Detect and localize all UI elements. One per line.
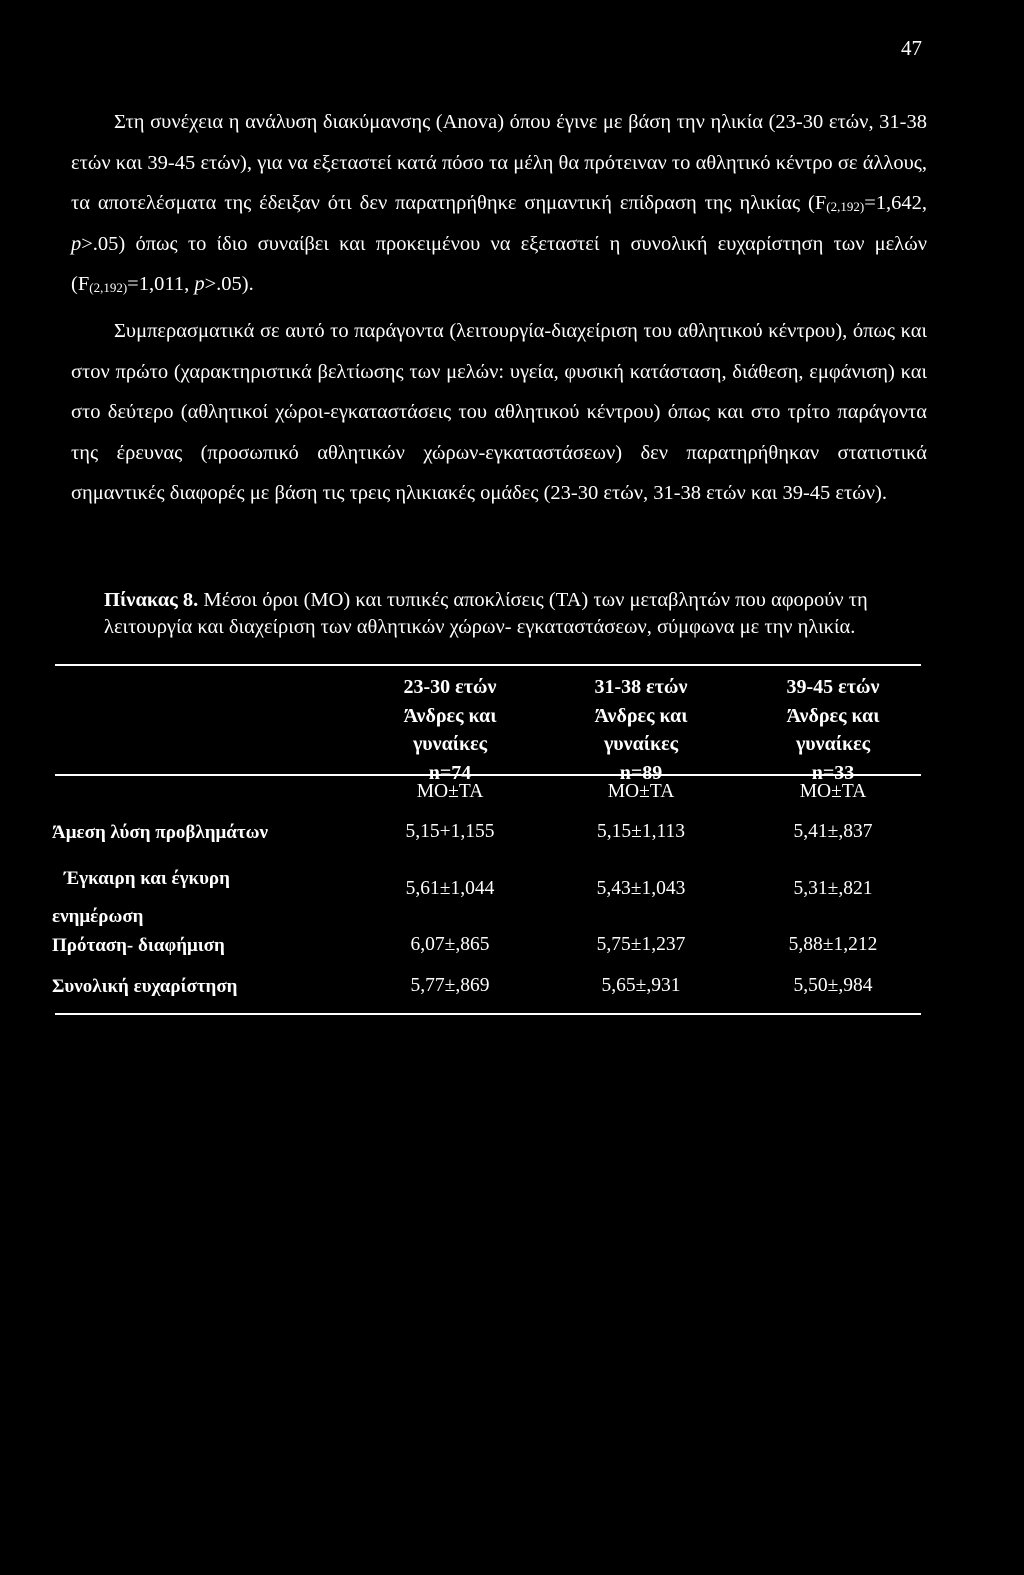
paragraph-conclusion: Συμπερασματικά σε αυτό το παράγοντα (λειτουργία-διαχείριση του αθλητικού κέντρου), όπως και στον πρώτο (χαρακτηριστικά βελτίωσης των μελών: υγεία, φυσική κατάσταση, διάθεση, εμφάνιση) και στο δεύτερο (αθλητικοί χώροι-εγκαταστάσεις του αθλητικού κέντρου) όπως και στο τρίτο παράγοντα της έρευνας (προσωπικό αθλητικών χώρων-εγκαταστάσεων) δεν παρατηρήθηκαν στατιστικά σημαντικές διαφορές με βάση τις τρεις ηλικιακές ομάδες (23-30 ετών, 31-38 ετών και 39-45 ετών). (71, 320, 927, 504)
table-caption (104, 587, 934, 640)
table-caption-label: Πίνακας 8. (104, 589, 199, 611)
table-cell: 5,43±1,043 (596, 878, 686, 899)
table-cell: 5,65±,931 (601, 975, 681, 996)
stat-label-col3: ΜΟ±ΤΑ (799, 781, 867, 802)
table-cell: 5,61±1,044 (405, 878, 495, 899)
stat-label-col2: ΜΟ±ΤΑ (607, 781, 675, 802)
row-label-overall-satisfaction: Συνολική ευχαρίστηση (52, 976, 238, 997)
table-bottom-rule (55, 1013, 921, 1015)
table-cell: 5,31±,821 (793, 878, 873, 899)
table-cell: 6,07±,865 (410, 934, 490, 955)
column-header-39-45: 39-45 ετών Άνδρες και γυναίκες n=33 (786, 676, 880, 784)
table-cell: 5,75±1,237 (596, 934, 686, 955)
row-label-timely-information: Έγκαιρη και έγκυρη ενημέρωση (52, 868, 230, 927)
paragraph-anova-results: Στη συνέχεια η ανάλυση διακύμανσης (Anova) όπου έγινε με βάση την ηλικία (23-30 ετών, 31-38 ετών και 39-45 ετών), για να εξεταστεί κατά πόσο τα μέλη θα πρότειναν το αθλητικό κέντρο σε άλλους, τα αποτελέσματα της έδειξαν ότι δεν παρατηρήθηκε σημαντική επίδραση της ηλικίας ($F_{(2,192)}=1,642$, p>.05) όπως το ίδιο συναίβει και προκειμένου να εξεταστεί η συνολική ευχαρίστηση των μελών ($F_{(2,192)}=1,011$, p>.05). (71, 111, 927, 295)
column-header-31-38: 31-38 ετών Άνδρες και γυναίκες n=89 (594, 676, 688, 784)
table-cell: 5,15±1,113 (597, 821, 685, 842)
table-cell: 5,50±,984 (793, 975, 873, 996)
stat-label-col1: ΜΟ±ΤΑ (416, 781, 484, 802)
table-cell: 5,41±,837 (793, 821, 873, 842)
table-caption-text: Μέσοι όροι (ΜΟ) και τυπικές αποκλίσεις (ΤΑ) των μεταβλητών που αφορούν τη λειτουργία και διαχείριση των αθλητικών χώρων- εγκαταστάσεων, σύμφωνα με την ηλικία. (104, 589, 868, 638)
table-cell: 5,15+1,155 (405, 821, 495, 842)
row-label-recommendation-advertising: Πρόταση- διαφήμιση (52, 935, 225, 956)
column-header-23-30: 23-30 ετών Άνδρες και γυναίκες n=74 (403, 676, 497, 784)
table-top-rule (55, 664, 921, 666)
table-cell: 5,77±,869 (410, 975, 490, 996)
table-cell: 5,88±1,212 (788, 934, 878, 955)
row-label-immediate-solution: Άμεση λύση προβλημάτων (52, 822, 269, 843)
page-number: 47 (901, 36, 922, 60)
